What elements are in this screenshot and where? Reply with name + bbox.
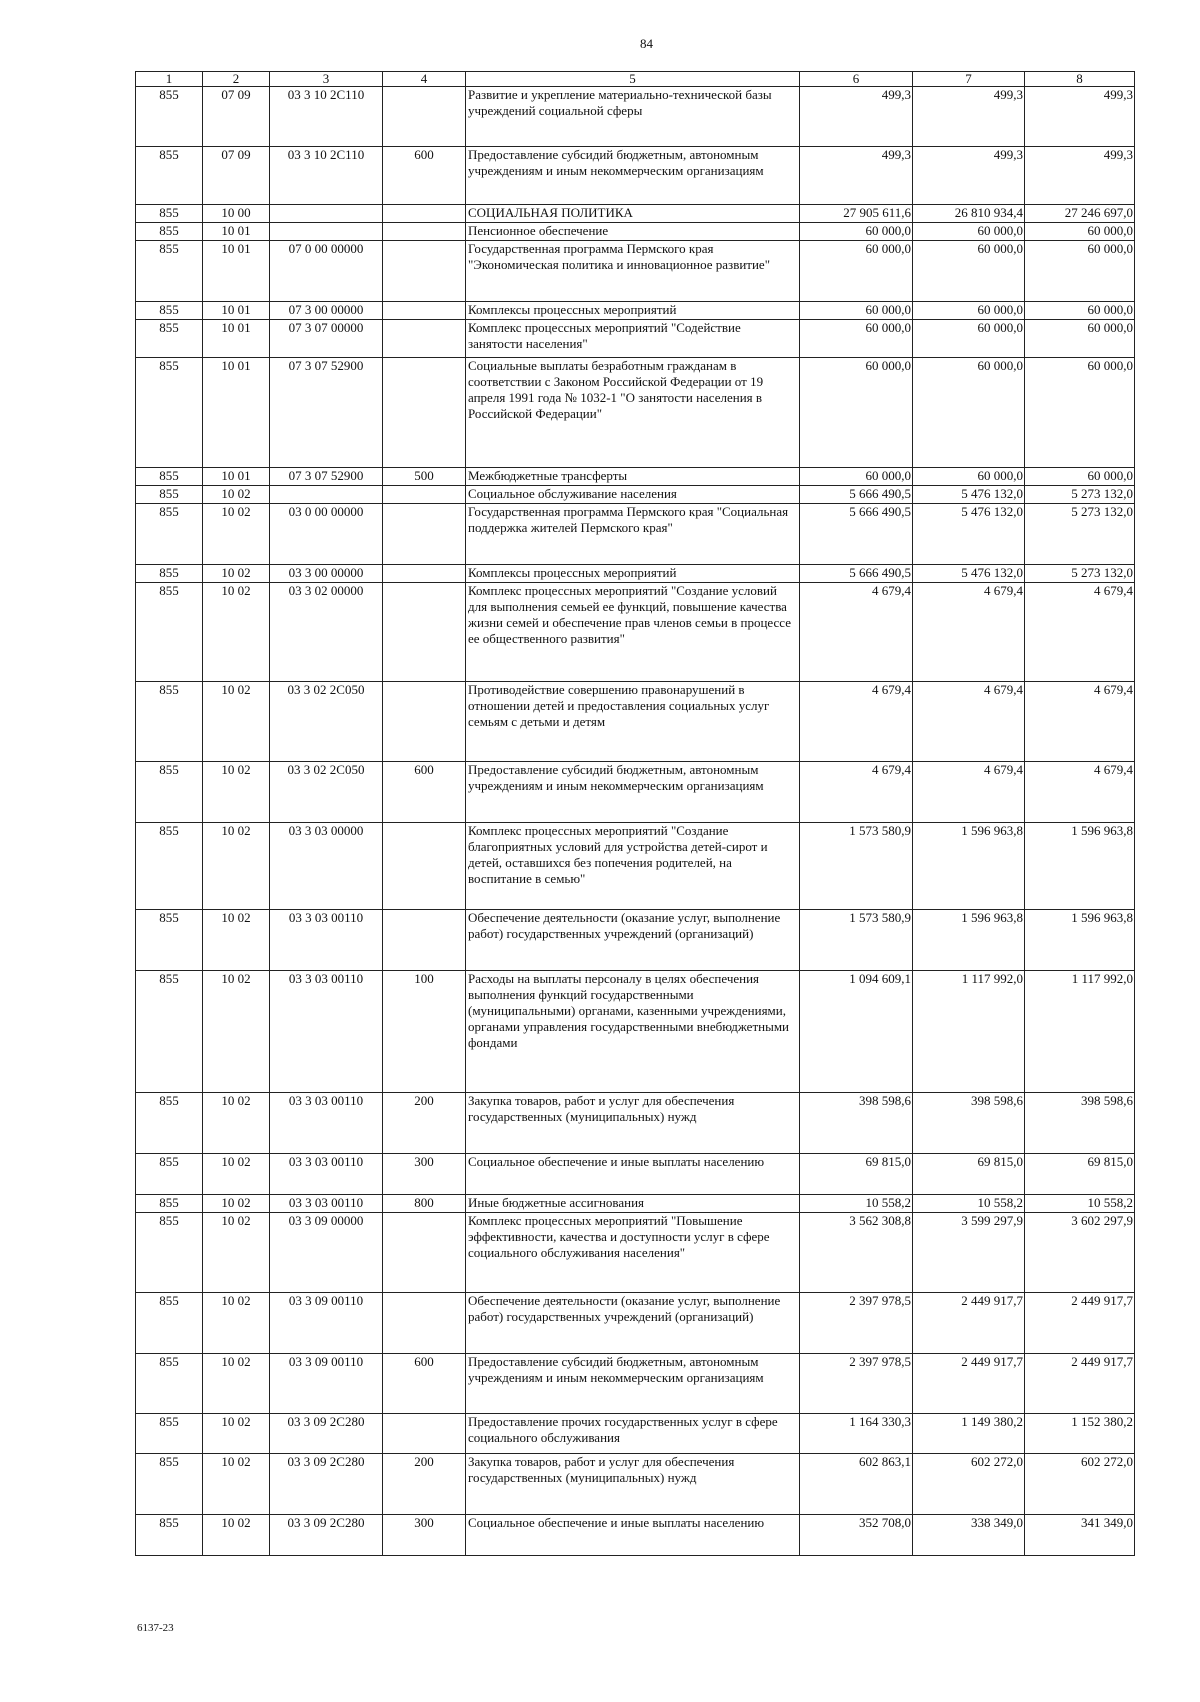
table-row	[136, 682, 1135, 762]
expense-type-cell	[383, 320, 466, 358]
amount-col8-cell: 2 449 917,7	[1025, 1354, 1135, 1414]
admin-code-cell: 855	[136, 486, 203, 504]
target-article-cell: 03 3 03 00110	[270, 1154, 383, 1195]
amount-col7-cell: 60 000,0	[913, 302, 1025, 320]
admin-code-cell: 855	[136, 583, 203, 682]
amount-col6-cell: 1 164 330,3	[800, 1414, 913, 1454]
expense-type-cell: 800	[383, 1195, 466, 1213]
expense-type-cell: 200	[383, 1093, 466, 1154]
section-code-cell: 10 02	[203, 1213, 270, 1293]
expense-type-cell	[383, 583, 466, 682]
amount-col8-cell: 27 246 697,0	[1025, 205, 1135, 223]
table-row	[136, 147, 1135, 205]
expense-type-cell	[383, 205, 466, 223]
target-article-cell: 03 3 10 2С110	[270, 147, 383, 205]
expense-type-cell	[383, 486, 466, 504]
amount-col6-cell: 69 815,0	[800, 1154, 913, 1195]
expense-type-cell	[383, 358, 466, 468]
amount-col6-cell: 4 679,4	[800, 583, 913, 682]
section-code-cell: 07 09	[203, 87, 270, 147]
amount-col6-cell: 1 094 609,1	[800, 971, 913, 1093]
description-cell: Расходы на выплаты персоналу в целях обеспечения выполнения функций государственными (муниципальными) органами, казенными учреждениями, органами управления государственными внебюджетными фондами	[466, 971, 800, 1093]
section-code-cell: 10 02	[203, 1515, 270, 1556]
amount-col8-cell: 1 596 963,8	[1025, 910, 1135, 971]
section-code-cell: 10 01	[203, 358, 270, 468]
target-article-cell: 03 3 03 00110	[270, 910, 383, 971]
amount-col7-cell: 60 000,0	[913, 320, 1025, 358]
target-article-cell: 03 3 10 2С110	[270, 87, 383, 147]
table-row	[136, 241, 1135, 302]
amount-col6-cell: 3 562 308,8	[800, 1213, 913, 1293]
amount-col8-cell: 10 558,2	[1025, 1195, 1135, 1213]
amount-col8-cell: 60 000,0	[1025, 302, 1135, 320]
description-cell: Социальные выплаты безработным гражданам в соответствии с Законом Российской Федерации от 19 апреля 1991 года № 1032-1 "О занятости населения в Российской Федерации"	[466, 358, 800, 468]
target-article-cell: 03 0 00 00000	[270, 504, 383, 565]
section-code-cell: 10 02	[203, 504, 270, 565]
amount-col6-cell: 398 598,6	[800, 1093, 913, 1154]
table-row	[136, 205, 1135, 223]
admin-code-cell: 855	[136, 87, 203, 147]
description-cell: Пенсионное обеспечение	[466, 223, 800, 241]
expense-type-cell	[383, 823, 466, 910]
section-code-cell: 10 01	[203, 468, 270, 486]
expense-type-cell: 100	[383, 971, 466, 1093]
amount-col6-cell: 60 000,0	[800, 241, 913, 302]
description-cell: СОЦИАЛЬНАЯ ПОЛИТИКА	[466, 205, 800, 223]
description-cell: Комплекс процессных мероприятий "Содействие занятости населения"	[466, 320, 800, 358]
amount-col7-cell: 1 596 963,8	[913, 823, 1025, 910]
amount-col8-cell: 5 273 132,0	[1025, 504, 1135, 565]
amount-col6-cell: 27 905 611,6	[800, 205, 913, 223]
column-header: 8	[1025, 72, 1135, 87]
amount-col8-cell: 60 000,0	[1025, 241, 1135, 302]
admin-code-cell: 855	[136, 1354, 203, 1414]
description-cell: Комплексы процессных мероприятий	[466, 302, 800, 320]
description-cell: Государственная программа Пермского края "Экономическая политика и инновационное развитие"	[466, 241, 800, 302]
description-cell: Комплексы процессных мероприятий	[466, 565, 800, 583]
expense-type-cell	[383, 682, 466, 762]
amount-col6-cell: 352 708,0	[800, 1515, 913, 1556]
amount-col6-cell: 5 666 490,5	[800, 565, 913, 583]
target-article-cell: 03 3 03 00110	[270, 1195, 383, 1213]
target-article-cell: 03 3 09 2С280	[270, 1515, 383, 1556]
amount-col7-cell: 60 000,0	[913, 241, 1025, 302]
column-header: 7	[913, 72, 1025, 87]
target-article-cell: 03 3 09 2С280	[270, 1414, 383, 1454]
amount-col8-cell: 4 679,4	[1025, 682, 1135, 762]
table-row	[136, 910, 1135, 971]
amount-col7-cell: 3 599 297,9	[913, 1213, 1025, 1293]
amount-col6-cell: 5 666 490,5	[800, 504, 913, 565]
description-cell: Предоставление прочих государственных услуг в сфере социального обслуживания	[466, 1414, 800, 1454]
description-cell: Предоставление субсидий бюджетным, автономным учреждениям и иным некоммерческим организациям	[466, 762, 800, 823]
table-row	[136, 1213, 1135, 1293]
amount-col6-cell: 499,3	[800, 87, 913, 147]
admin-code-cell: 855	[136, 1195, 203, 1213]
table-row	[136, 1414, 1135, 1454]
amount-col6-cell: 60 000,0	[800, 320, 913, 358]
amount-col7-cell: 1 117 992,0	[913, 971, 1025, 1093]
amount-col7-cell: 69 815,0	[913, 1154, 1025, 1195]
admin-code-cell: 855	[136, 223, 203, 241]
target-article-cell: 03 3 02 2С050	[270, 682, 383, 762]
section-code-cell: 10 02	[203, 971, 270, 1093]
expense-type-cell: 300	[383, 1154, 466, 1195]
target-article-cell: 07 0 00 00000	[270, 241, 383, 302]
admin-code-cell: 855	[136, 1515, 203, 1556]
expense-type-cell	[383, 910, 466, 971]
section-code-cell: 07 09	[203, 147, 270, 205]
column-header: 3	[270, 72, 383, 87]
amount-col6-cell: 60 000,0	[800, 358, 913, 468]
admin-code-cell: 855	[136, 1093, 203, 1154]
amount-col8-cell: 499,3	[1025, 87, 1135, 147]
target-article-cell	[270, 486, 383, 504]
section-code-cell: 10 02	[203, 1293, 270, 1354]
description-cell: Комплекс процессных мероприятий "Создание благоприятных условий для устройства детей-сирот и детей, оставшихся без попечения родителей, на воспитание в семью"	[466, 823, 800, 910]
amount-col8-cell: 1 152 380,2	[1025, 1414, 1135, 1454]
admin-code-cell: 855	[136, 320, 203, 358]
amount-col8-cell: 60 000,0	[1025, 468, 1135, 486]
target-article-cell: 07 3 00 00000	[270, 302, 383, 320]
section-code-cell: 10 01	[203, 302, 270, 320]
target-article-cell: 03 3 09 2С280	[270, 1454, 383, 1515]
admin-code-cell: 855	[136, 205, 203, 223]
amount-col6-cell: 4 679,4	[800, 762, 913, 823]
amount-col7-cell: 2 449 917,7	[913, 1293, 1025, 1354]
admin-code-cell: 855	[136, 241, 203, 302]
expense-type-cell: 600	[383, 147, 466, 205]
section-code-cell: 10 02	[203, 486, 270, 504]
amount-col7-cell: 60 000,0	[913, 358, 1025, 468]
amount-col6-cell: 10 558,2	[800, 1195, 913, 1213]
section-code-cell: 10 02	[203, 910, 270, 971]
admin-code-cell: 855	[136, 147, 203, 205]
section-code-cell: 10 02	[203, 682, 270, 762]
description-cell: Социальное обеспечение и иные выплаты населению	[466, 1154, 800, 1195]
table-row	[136, 823, 1135, 910]
admin-code-cell: 855	[136, 682, 203, 762]
page-number: 84	[640, 36, 653, 51]
table-row	[136, 486, 1135, 504]
amount-col7-cell: 1 596 963,8	[913, 910, 1025, 971]
section-code-cell: 10 02	[203, 1093, 270, 1154]
admin-code-cell: 855	[136, 1154, 203, 1195]
amount-col8-cell: 4 679,4	[1025, 583, 1135, 682]
section-code-cell: 10 02	[203, 823, 270, 910]
amount-col6-cell: 5 666 490,5	[800, 486, 913, 504]
expense-type-cell	[383, 1414, 466, 1454]
expense-type-cell	[383, 565, 466, 583]
target-article-cell: 07 3 07 52900	[270, 358, 383, 468]
description-cell: Межбюджетные трансферты	[466, 468, 800, 486]
section-code-cell: 10 02	[203, 565, 270, 583]
amount-col8-cell: 5 273 132,0	[1025, 565, 1135, 583]
admin-code-cell: 855	[136, 823, 203, 910]
amount-col6-cell: 1 573 580,9	[800, 910, 913, 971]
table-row	[136, 223, 1135, 241]
amount-col7-cell: 398 598,6	[913, 1093, 1025, 1154]
amount-col6-cell: 60 000,0	[800, 223, 913, 241]
admin-code-cell: 855	[136, 971, 203, 1093]
table-row	[136, 1354, 1135, 1414]
table-row	[136, 1293, 1135, 1354]
table-row	[136, 1454, 1135, 1515]
target-article-cell: 03 3 00 00000	[270, 565, 383, 583]
admin-code-cell: 855	[136, 565, 203, 583]
section-code-cell: 10 02	[203, 1154, 270, 1195]
amount-col6-cell: 4 679,4	[800, 682, 913, 762]
amount-col8-cell: 60 000,0	[1025, 223, 1135, 241]
expense-type-cell: 500	[383, 468, 466, 486]
table-row	[136, 504, 1135, 565]
section-code-cell: 10 01	[203, 241, 270, 302]
section-code-cell: 10 02	[203, 583, 270, 682]
target-article-cell: 03 3 03 00000	[270, 823, 383, 910]
target-article-cell: 07 3 07 52900	[270, 468, 383, 486]
column-header: 2	[203, 72, 270, 87]
column-header: 6	[800, 72, 913, 87]
description-cell: Социальное обеспечение и иные выплаты населению	[466, 1515, 800, 1556]
table-row	[136, 762, 1135, 823]
amount-col7-cell: 5 476 132,0	[913, 486, 1025, 504]
expense-type-cell	[383, 223, 466, 241]
budget-table	[135, 71, 1135, 1556]
amount-col7-cell: 1 149 380,2	[913, 1414, 1025, 1454]
amount-col6-cell: 60 000,0	[800, 468, 913, 486]
header-row	[136, 72, 1135, 87]
target-article-cell: 03 3 03 00110	[270, 1093, 383, 1154]
description-cell: Социальное обслуживание населения	[466, 486, 800, 504]
table-row	[136, 87, 1135, 147]
amount-col7-cell: 499,3	[913, 87, 1025, 147]
admin-code-cell: 855	[136, 1454, 203, 1515]
expense-type-cell: 200	[383, 1454, 466, 1515]
amount-col8-cell: 5 273 132,0	[1025, 486, 1135, 504]
amount-col7-cell: 60 000,0	[913, 223, 1025, 241]
target-article-cell: 07 3 07 00000	[270, 320, 383, 358]
description-cell: Предоставление субсидий бюджетным, автономным учреждениям и иным некоммерческим организациям	[466, 1354, 800, 1414]
admin-code-cell: 855	[136, 504, 203, 565]
amount-col6-cell: 2 397 978,5	[800, 1293, 913, 1354]
target-article-cell	[270, 205, 383, 223]
table-row	[136, 468, 1135, 486]
amount-col7-cell: 60 000,0	[913, 468, 1025, 486]
section-code-cell: 10 01	[203, 223, 270, 241]
section-code-cell: 10 01	[203, 320, 270, 358]
description-cell: Развитие и укрепление материально-технической базы учреждений социальной сферы	[466, 87, 800, 147]
description-cell: Иные бюджетные ассигнования	[466, 1195, 800, 1213]
amount-col7-cell: 5 476 132,0	[913, 504, 1025, 565]
table-row	[136, 1154, 1135, 1195]
amount-col8-cell: 398 598,6	[1025, 1093, 1135, 1154]
amount-col8-cell: 4 679,4	[1025, 762, 1135, 823]
expense-type-cell	[383, 87, 466, 147]
expense-type-cell	[383, 504, 466, 565]
amount-col7-cell: 499,3	[913, 147, 1025, 205]
target-article-cell: 03 3 03 00110	[270, 971, 383, 1093]
description-cell: Обеспечение деятельности (оказание услуг, выполнение работ) государственных учреждений (организаций)	[466, 910, 800, 971]
expense-type-cell	[383, 1293, 466, 1354]
amount-col8-cell: 60 000,0	[1025, 358, 1135, 468]
description-cell: Противодействие совершению правонарушений в отношении детей и предоставления социальных услуг семьям с детьми и детям	[466, 682, 800, 762]
amount-col8-cell: 499,3	[1025, 147, 1135, 205]
amount-col8-cell: 341 349,0	[1025, 1515, 1135, 1556]
table-row	[136, 1093, 1135, 1154]
admin-code-cell: 855	[136, 762, 203, 823]
admin-code-cell: 855	[136, 1293, 203, 1354]
section-code-cell: 10 00	[203, 205, 270, 223]
description-cell: Закупка товаров, работ и услуг для обеспечения государственных (муниципальных) нужд	[466, 1454, 800, 1515]
table-row	[136, 358, 1135, 468]
amount-col7-cell: 2 449 917,7	[913, 1354, 1025, 1414]
admin-code-cell: 855	[136, 302, 203, 320]
target-article-cell: 03 3 09 00110	[270, 1293, 383, 1354]
column-header: 5	[466, 72, 800, 87]
section-code-cell: 10 02	[203, 1414, 270, 1454]
description-cell: Комплекс процессных мероприятий "Создание условий для выполнения семьей ее функций, повышение качества жизни семей и обеспечение прав членов семьи в процессе ее общественного развития"	[466, 583, 800, 682]
expense-type-cell: 300	[383, 1515, 466, 1556]
target-article-cell: 03 3 09 00110	[270, 1354, 383, 1414]
section-code-cell: 10 02	[203, 1195, 270, 1213]
admin-code-cell: 855	[136, 910, 203, 971]
target-article-cell	[270, 223, 383, 241]
table-row	[136, 583, 1135, 682]
description-cell: Закупка товаров, работ и услуг для обеспечения государственных (муниципальных) нужд	[466, 1093, 800, 1154]
expense-type-cell: 600	[383, 1354, 466, 1414]
amount-col7-cell: 4 679,4	[913, 682, 1025, 762]
amount-col8-cell: 1 117 992,0	[1025, 971, 1135, 1093]
description-cell: Государственная программа Пермского края "Социальная поддержка жителей Пермского края"	[466, 504, 800, 565]
table-row	[136, 302, 1135, 320]
admin-code-cell: 855	[136, 1414, 203, 1454]
amount-col8-cell: 1 596 963,8	[1025, 823, 1135, 910]
admin-code-cell: 855	[136, 1213, 203, 1293]
table-row	[136, 971, 1135, 1093]
section-code-cell: 10 02	[203, 1354, 270, 1414]
target-article-cell: 03 3 02 2С050	[270, 762, 383, 823]
amount-col6-cell: 499,3	[800, 147, 913, 205]
document-code: 6137-23	[137, 1622, 174, 1634]
table-row	[136, 320, 1135, 358]
amount-col8-cell: 69 815,0	[1025, 1154, 1135, 1195]
table-row	[136, 565, 1135, 583]
section-code-cell: 10 02	[203, 762, 270, 823]
expense-type-cell	[383, 302, 466, 320]
amount-col6-cell: 602 863,1	[800, 1454, 913, 1515]
description-cell: Предоставление субсидий бюджетным, автономным учреждениям и иным некоммерческим организациям	[466, 147, 800, 205]
target-article-cell: 03 3 09 00000	[270, 1213, 383, 1293]
table-row	[136, 1195, 1135, 1213]
expense-type-cell: 600	[383, 762, 466, 823]
target-article-cell: 03 3 02 00000	[270, 583, 383, 682]
column-header: 1	[136, 72, 203, 87]
admin-code-cell: 855	[136, 468, 203, 486]
table-row	[136, 1515, 1135, 1556]
amount-col8-cell: 2 449 917,7	[1025, 1293, 1135, 1354]
description-cell: Обеспечение деятельности (оказание услуг, выполнение работ) государственных учреждений (организаций)	[466, 1293, 800, 1354]
amount-col6-cell: 60 000,0	[800, 302, 913, 320]
section-code-cell: 10 02	[203, 1454, 270, 1515]
column-header: 4	[383, 72, 466, 87]
amount-col7-cell: 5 476 132,0	[913, 565, 1025, 583]
admin-code-cell: 855	[136, 358, 203, 468]
amount-col6-cell: 1 573 580,9	[800, 823, 913, 910]
amount-col7-cell: 4 679,4	[913, 583, 1025, 682]
amount-col8-cell: 3 602 297,9	[1025, 1213, 1135, 1293]
expense-type-cell	[383, 241, 466, 302]
amount-col7-cell: 10 558,2	[913, 1195, 1025, 1213]
amount-col7-cell: 602 272,0	[913, 1454, 1025, 1515]
description-cell: Комплекс процессных мероприятий "Повышение эффективности, качества и доступности услуг в сфере социального обслуживания населения"	[466, 1213, 800, 1293]
amount-col6-cell: 2 397 978,5	[800, 1354, 913, 1414]
amount-col7-cell: 338 349,0	[913, 1515, 1025, 1556]
amount-col7-cell: 4 679,4	[913, 762, 1025, 823]
expense-type-cell	[383, 1213, 466, 1293]
amount-col8-cell: 60 000,0	[1025, 320, 1135, 358]
amount-col8-cell: 602 272,0	[1025, 1454, 1135, 1515]
amount-col7-cell: 26 810 934,4	[913, 205, 1025, 223]
